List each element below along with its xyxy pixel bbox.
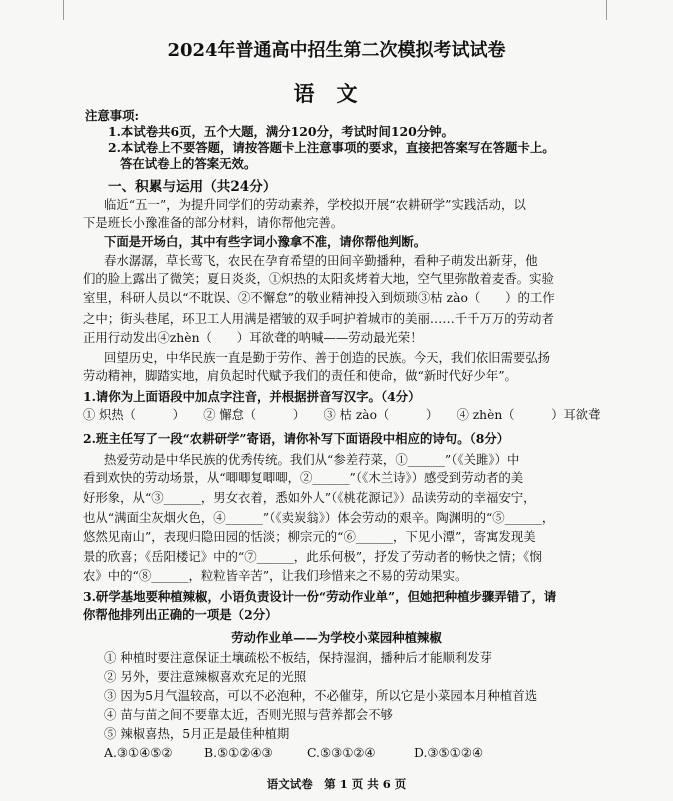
passage-line: 之中；街头巷尾，环卫工人用满是褶皱的双手呵护着城市的美丽……千千万万的劳动者 (83, 311, 554, 326)
passage-prompt: 下面是开场白，其中有些字词小豫拿不准，请你帮他判断。 (104, 234, 427, 249)
intro-line: 下是班长小豫准备的部分材料，请你帮他完善。 (83, 215, 344, 230)
choice-c: C.⑤③①②④ (307, 745, 376, 760)
worksheet-step: ④ 苗与苗之间不要靠太近，否则光照与营养都会不够 (104, 707, 393, 722)
intro-line: 临近“五一”，为提升同学们的劳动素养，学校拟开展“农耕研学”实践活动，以 (104, 197, 526, 212)
passage-line: 劳动精神，脚踏实地，肩负起时代赋予我们的责任和使命，做“新时代好少年”。 (83, 368, 517, 383)
crop-mark-left (63, 0, 64, 20)
notice-item: 1.本试卷共6页，五个大题，满分120分，考试时间120分钟。 (108, 124, 454, 139)
question-2-line: 景的欣喜；《岳阳楼记》中的“⑦______，此乐何极”，抒发了劳动者的畅快之情；《悯 (83, 549, 542, 564)
crop-mark-right (606, 0, 607, 20)
worksheet-step: ② 另外，要注意辣椒喜欢充足的光照 (104, 669, 307, 684)
passage-line: 正用行动发出④zhèn（ ）耳欲聋的呐喊——劳动最光荣！ (83, 330, 423, 345)
worksheet-step: ③ 因为5月气温较高，可以不必泡种，不必催芽，所以它是小菜园本月种植首选 (104, 688, 538, 703)
notice-heading: 注意事项: (85, 108, 140, 123)
passage-line: 室里，科研人员以“不耽误、②不懈怠”的敬业精神投入到烦琐③枯 zào（ ）的工作 (83, 290, 555, 305)
choice-d: D.③⑤①②④ (414, 745, 483, 760)
question-2-line: 悠然见南山”，表现归隐田园的恬淡；柳宗元的“⑥______，下见小潭”，寄寓发现美 (83, 529, 536, 544)
question-2-stem: 2.班主任写了一段“农耕研学”寄语，请你补写下面语段中相应的诗句。（8分） (83, 431, 510, 446)
passage-line: 们的脸上露出了微笑；夏日炎炎，①炽热的太阳炙烤着大地，空气里弥散着麦香。实验 (83, 271, 554, 286)
worksheet-step: ① 种植时要注意保证土壤疏松不板结，保持湿润，播种后才能顺利发芽 (104, 650, 493, 665)
question-1-options: ① 炽热（ ） ② 懈怠（ ） ③ 枯 zào（ ） ④ zhèn（ ）耳欲聋 (83, 408, 601, 422)
question-2-line: 热爱劳动是中华民族的优秀传统。我们从“参差荇菜，①______”（《关雎》）中 (104, 452, 520, 467)
question-2-line: 也从“满面尘灰烟火色，④______”（《卖炭翁》）体会劳动的艰辛。陶渊明的“⑤______， (83, 510, 555, 525)
section-heading: 一、积累与运用（共24分） (108, 179, 277, 195)
question-2-line: 农》中的“⑧______，粒粒皆辛苦”，让我们珍惜来之不易的劳动果实。 (83, 568, 468, 583)
question-2-line: 看到欢快的劳动场景，从“唧唧复唧唧，②______”（《木兰诗》）感受到劳动者的美 (83, 470, 524, 485)
question-1-stem: 1.请你为上面语段中加点字注音，并根据拼音写汉字。（4分） (83, 389, 421, 404)
notice-item: 2.本试卷上不要答题，请按答题卡上注意事项的要求，直接把答案写在答题卡上。 (108, 140, 555, 155)
page-footer: 语文试卷 第 1 页 共 6 页 (266, 777, 407, 791)
subject-title: 语文 (293, 81, 380, 106)
question-2-line: 好形象，从“③______，男女衣着，悉如外人”（《桃花源记》）品读劳动的幸福安宁， (83, 490, 536, 505)
question-3-stem: 你帮他排列出正确的一项是（2分） (83, 607, 278, 622)
choice-b: B.⑤①②④③ (204, 745, 273, 760)
passage-line: 春水潺潺，草长莺飞，农民在孕育希望的田间辛勤播种，看种子萌发出新芽，他 (104, 253, 538, 268)
worksheet-step: ⑤ 辣椒喜热，5月正是最佳种植期 (104, 726, 290, 741)
question-3-stem: 3.研学基地要种植辣椒，小语负责设计一份“劳动作业单”，但她把种植步骤弄错了，请 (83, 589, 557, 604)
exam-title: 2024年普通高中招生第二次模拟考试试卷 (167, 40, 506, 61)
passage-line: 回望历史，中华民族一直是勤于劳作、善于创造的民族。今天，我们依旧需要弘扬 (104, 350, 551, 365)
worksheet-title: 劳动作业单——为学校小菜园种植辣椒 (231, 630, 442, 645)
choice-a: A.③①④⑤② (104, 745, 173, 760)
notice-item: 答在试卷上的答案无效。 (120, 156, 257, 171)
